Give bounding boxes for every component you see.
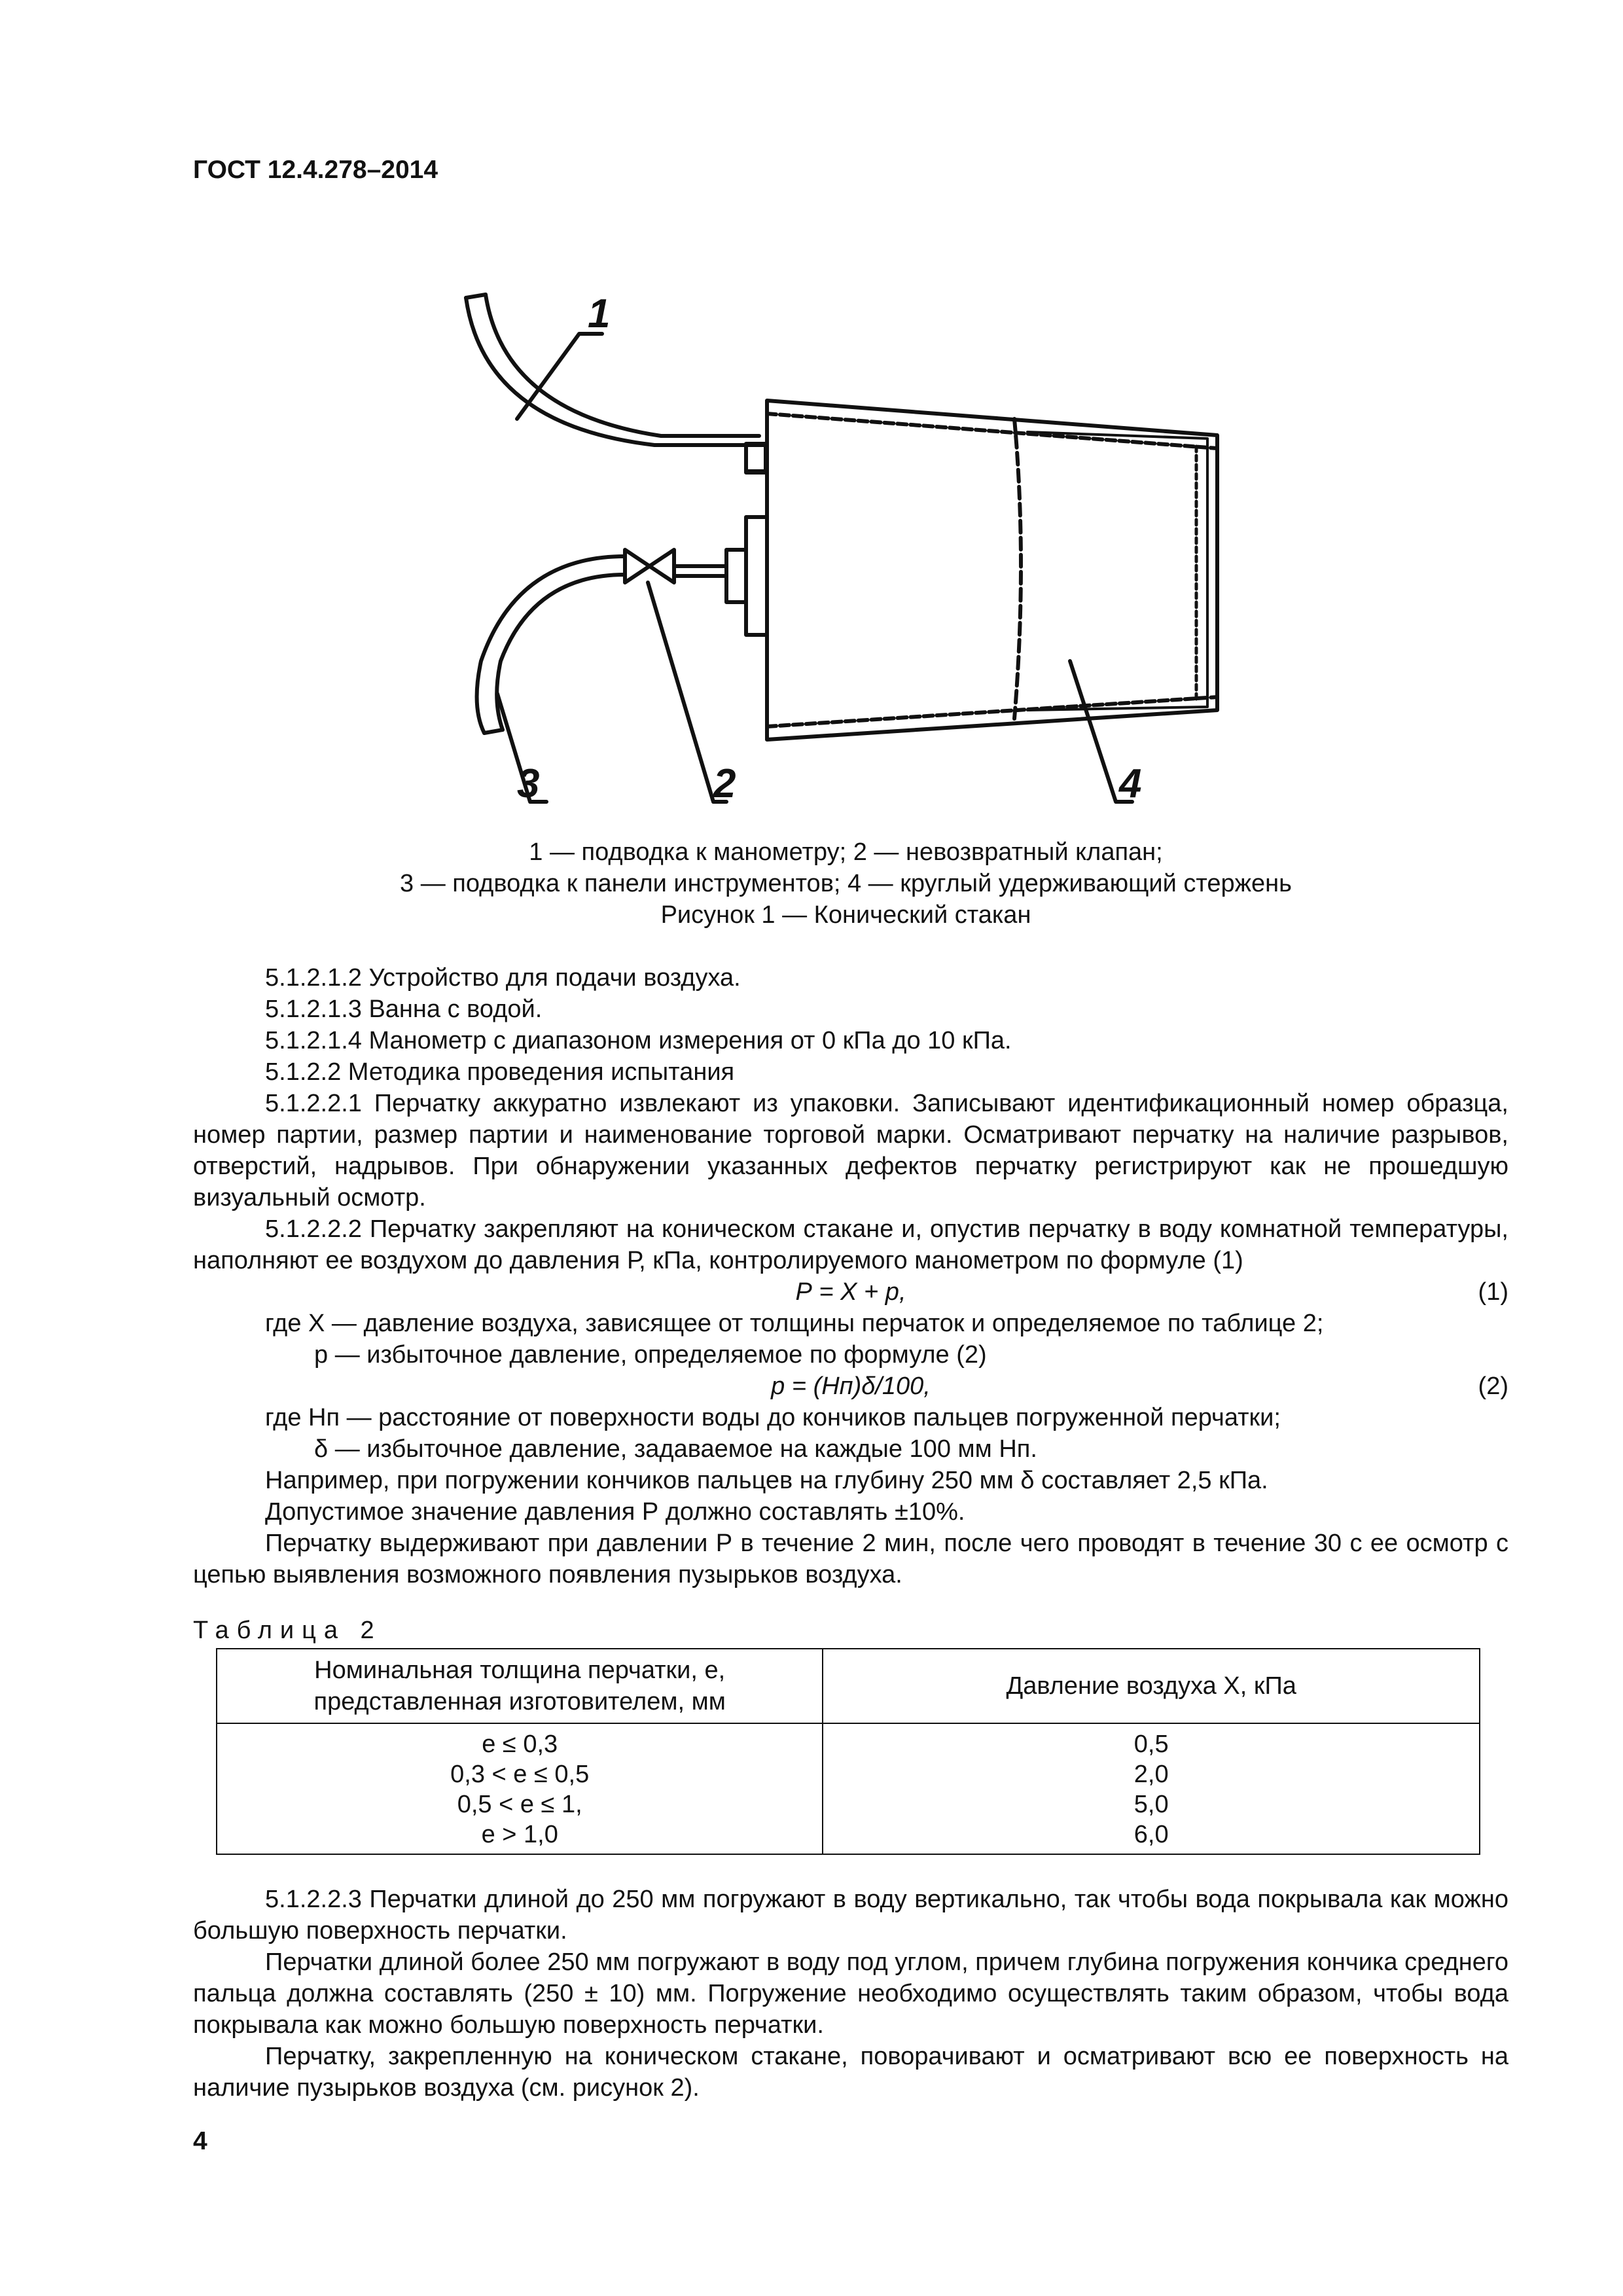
thickness-value: е > 1,0 (481, 1821, 558, 1848)
check-valve (625, 550, 674, 583)
formula-1: Р = Х + р, (795, 1278, 906, 1306)
item-5-1-2-1-4: 5.1.2.1.4 Манометр с диапазоном измерения от 0 кПа до 10 кПа. (265, 1027, 1012, 1054)
figure-legend-line-1: 1 — подводка к манометру; 2 — невозвратный клапан; (529, 838, 1163, 866)
figure-legend-line-2: 3 — подводка к панели инструментов; 4 — круглый удерживающий стержень (400, 870, 1292, 897)
pressure-value: 5,0 (1133, 1791, 1169, 1818)
formula-1-number: (1) (1478, 1278, 1508, 1306)
cup-flange (746, 517, 767, 635)
figure-label-3: 3 (517, 761, 540, 806)
cup-body (767, 401, 1217, 740)
thickness-value: 0,3 < е ≤ 0,5 (450, 1761, 590, 1788)
figure-title: Рисунок 1 — Конический стакан (660, 901, 1031, 929)
table-header-pressure: Давление воздуха Х, кПа (823, 1649, 1480, 1723)
thickness-value: е ≤ 0,3 (482, 1731, 558, 1758)
figure-label-1: 1 (588, 291, 611, 336)
pressure-value: 0,5 (1133, 1731, 1169, 1758)
figure-label-2: 2 (713, 761, 736, 806)
item-5-1-2-1-2: 5.1.2.1.2 Устройство для подачи воздуха. (265, 964, 741, 992)
example-text: Например, при погружении кончиков пальцев на глубину 250 мм δ составляет 2,5 кПа. (265, 1467, 1268, 1494)
hose-fitting-1 (746, 444, 766, 471)
where-p: р — избыточное давление, определяемое по формуле (2) (314, 1341, 987, 1369)
where-x: где Х — давление воздуха, зависящее от толщины перчаток и определяемое по таблице 2; (265, 1310, 1324, 1337)
table-pressure-cell (823, 1723, 1480, 1854)
paragraph-5-1-2-2-3: 5.1.2.2.3 Перчатки длиной до 250 мм погружают в воду вертикально, так чтобы вода покрывала как можно большую поверхность перчатки. (193, 1886, 1508, 1945)
table-header-thickness: Номинальная толщина перчатки, е, представленная изготовителем, мм (217, 1649, 823, 1723)
pressure-value: 6,0 (1133, 1821, 1169, 1848)
item-5-1-2-2: 5.1.2.2 Методика проведения испытания (265, 1058, 735, 1086)
item-5-1-2-1-3: 5.1.2.1.3 Ванна с водой. (265, 996, 543, 1023)
pressure-value: 2,0 (1133, 1761, 1169, 1788)
where-delta: δ — избыточное давление, задаваемое на каждые 100 мм Нп. (314, 1435, 1037, 1463)
formula-2: р = (Нп)δ/100, (771, 1372, 931, 1400)
table-body-row (217, 1723, 1480, 1854)
cup-insert (1014, 419, 1021, 719)
table-caption: Таблица 2 (193, 1617, 382, 1644)
formula-2-number: (2) (1478, 1372, 1508, 1400)
paragraph-long-gloves: Перчатки длиной более 250 мм погружают в воду под углом, причем глубина погружения кончика среднего пальца должна составлять (250 ± 10) мм. Погружение необходимо осуществлять таким образом, чтобы вода покрывала как можно большую поверхность перчатки. (193, 1948, 1508, 2039)
paragraph-hold-pressure: Перчатку выдерживают при давлении Р в течение 2 мин, после чего проводят в течение 30 с ее осмотр с цепью выявления возможного появления пузырьков воздуха. (193, 1530, 1508, 1588)
figure-label-4: 4 (1119, 761, 1142, 806)
hose-to-manometer (466, 295, 759, 445)
allowed-pressure-text: Допустимое значение давления Р должно составлять ±10%. (265, 1498, 965, 1526)
document-header: ГОСТ 12.4.278–2014 (193, 156, 438, 184)
paragraph-rotate-inspect: Перчатку, закрепленную на коническом стакане, поворачивают и осматривают всю ее поверхность на наличие пузырьков воздуха (см. рисунок 2). (193, 2043, 1508, 2102)
paragraph-5-1-2-2-2: 5.1.2.2.2 Перчатку закрепляют на коническом стакане и, опустив перчатку в воду комнатной температуры, наполняют ее воздухом до давления Р, кПа, контролируемого манометром по формуле (1) (193, 1215, 1508, 1274)
paragraph-5-1-2-2-1: 5.1.2.2.1 Перчатку аккуратно извлекают из упаковки. Записывают идентификационный номер образца, номер партии, размер партии и наименование торговой марки. Осматривают перчатку на наличие разрывов, отверстий, надрывов. При обнаружении указанных дефектов перчатку регистрируют как не прошедшую визуальный осмотр. (193, 1090, 1508, 1211)
hose-to-panel (477, 556, 625, 733)
table-header-row (217, 1649, 1480, 1723)
where-hp: где Нп — расстояние от поверхности воды до кончиков пальцев погруженной перчатки; (265, 1404, 1281, 1431)
figure-conical-cup (445, 281, 1270, 825)
thickness-value: 0,5 < е ≤ 1, (457, 1791, 582, 1818)
page-number: 4 (193, 2127, 207, 2155)
pressure-table (216, 1648, 1480, 1855)
table-thickness-cell (217, 1723, 823, 1854)
